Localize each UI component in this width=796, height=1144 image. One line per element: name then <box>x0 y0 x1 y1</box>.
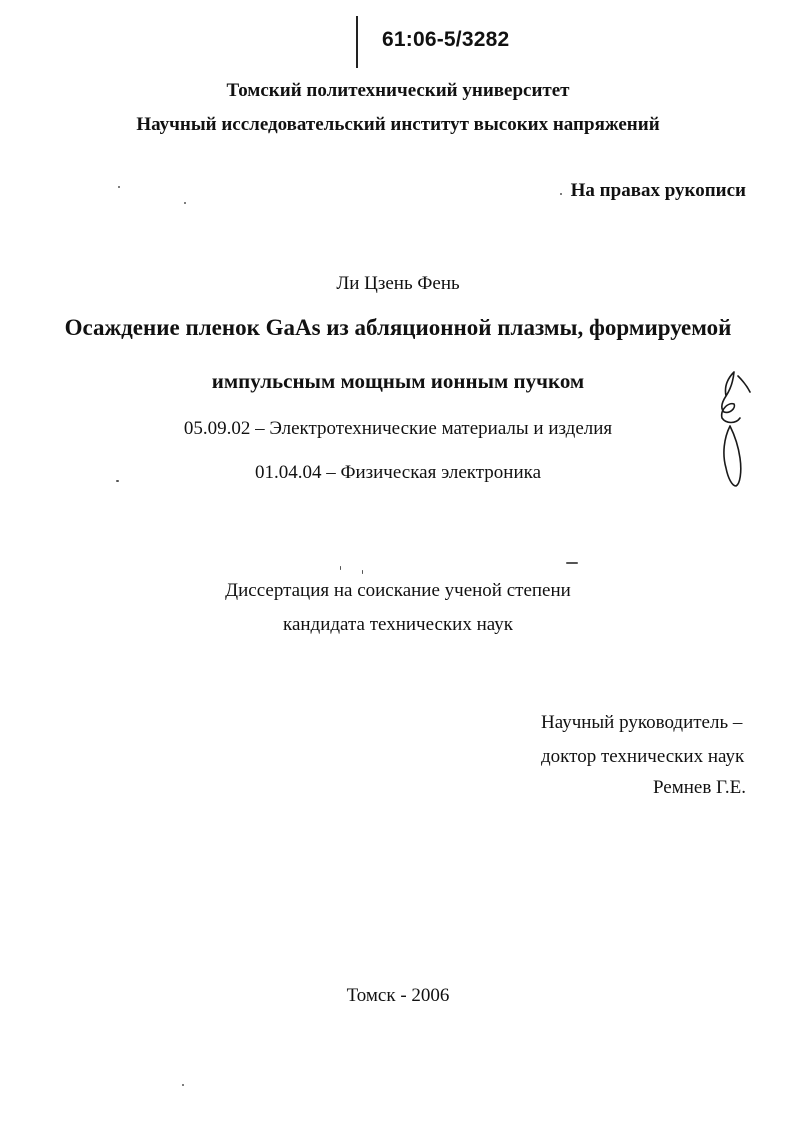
author-name: Ли Цзень Фень <box>336 273 460 294</box>
scan-speck <box>560 193 562 195</box>
city-and-year: Томск - 2006 <box>346 985 450 1006</box>
manuscript-rights-note: На правах рукописи <box>570 180 746 201</box>
specialty-code-2: 01.04.04 – Физическая электроника <box>254 462 542 483</box>
supervisor-name: Ремнев Г.Е. <box>652 777 746 798</box>
thesis-title-line-1: Осаждение пленок GaAs из абляционной плазмы, формируемой <box>64 315 732 340</box>
scan-speck <box>362 570 363 574</box>
thesis-title-line-2: импульсным мощным ионным пучком <box>211 369 585 393</box>
scan-speck <box>184 202 186 204</box>
degree-statement-line-1: Диссертация на соискание ученой степени <box>225 580 571 601</box>
scan-speck <box>118 186 120 188</box>
specialty-code-1: 05.09.02 – Электротехнические материалы и изделия <box>183 418 613 439</box>
supervisor-role: Научный руководитель – <box>541 712 743 733</box>
university-name: Томский политехнический университет <box>226 80 570 101</box>
library-stamp-number: 61:06-5/3282 <box>382 28 510 51</box>
scan-speck <box>340 566 341 570</box>
scan-speck <box>566 562 578 564</box>
stamp-divider-line <box>356 16 358 68</box>
signature <box>700 368 760 493</box>
institute-name: Научный исследовательский институт высоких напряжений <box>136 114 660 135</box>
degree-statement-line-2: кандидата технических наук <box>283 614 513 635</box>
scan-speck <box>182 1084 184 1086</box>
scan-speck <box>116 480 119 482</box>
supervisor-degree: доктор технических наук <box>541 746 745 767</box>
